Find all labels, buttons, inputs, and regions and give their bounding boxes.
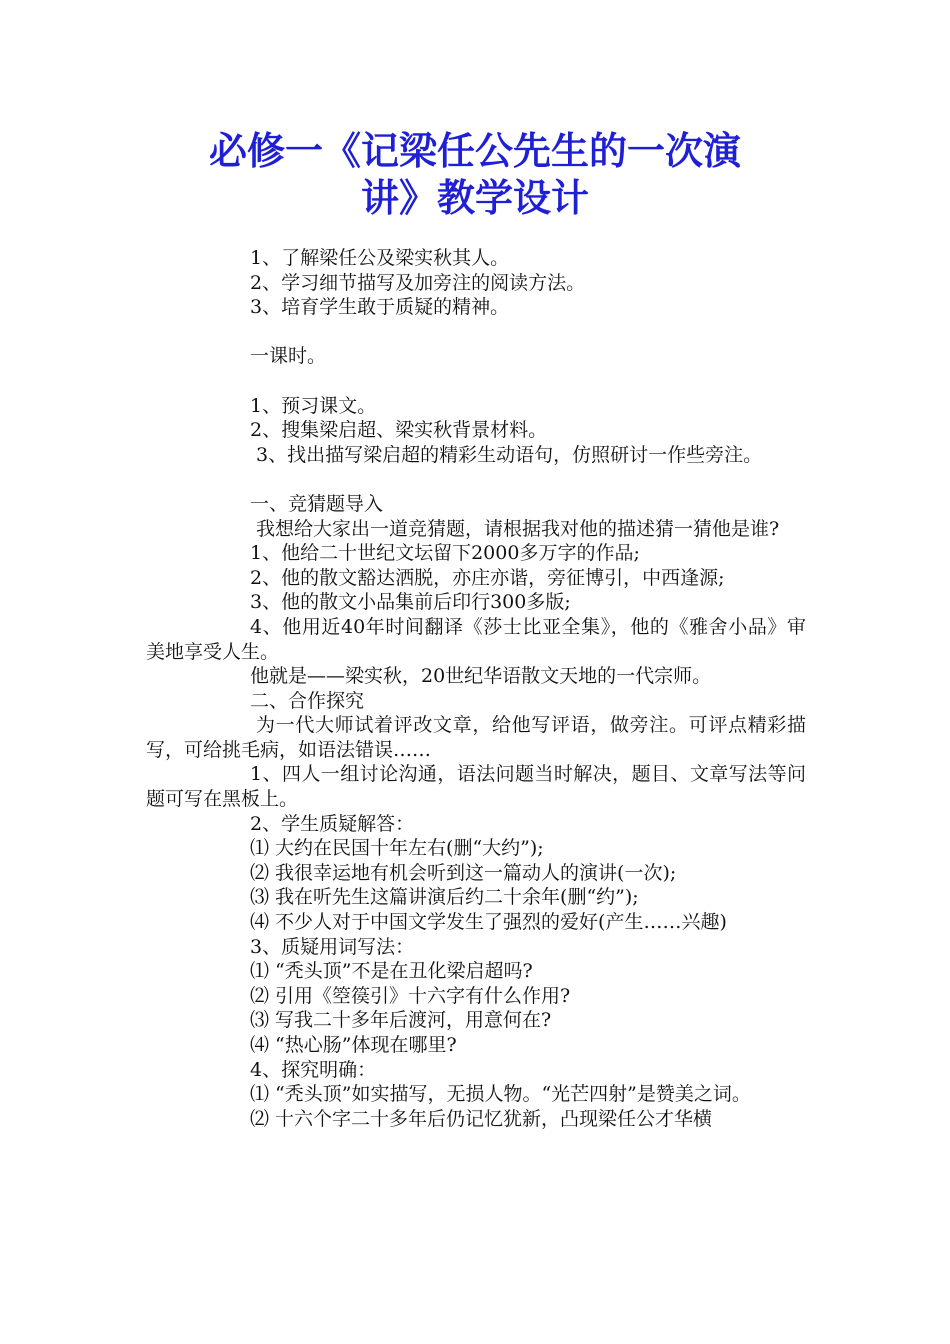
- preparation-item: 1、预习课文。: [250, 394, 377, 417]
- section-heading: 一、竞猜题导入: [250, 492, 384, 515]
- spacer: [146, 467, 806, 492]
- question-item: ⑷ 不少人对于中国文学发生了强烈的爱好(产生……兴趣): [250, 911, 727, 934]
- step-label: 4、探究明确：: [250, 1058, 377, 1081]
- preparation-item: 3、找出描写梁启超的精彩生动语句，仿照研讨一作些旁注。: [256, 443, 763, 466]
- preparation-item: 2、搜集梁启超、梁实秋背景材料。: [250, 419, 548, 442]
- answer-item: ⑴ “秃头顶”如实描写，无损人物。“光芒四射”是赞美之词。: [250, 1083, 751, 1106]
- page-title: [0, 128, 950, 222]
- class-period: 一课时。: [250, 345, 327, 368]
- paragraph: 我想给大家出一道竞猜题，请根据我对他的描述猜一猜他是谁?: [256, 517, 780, 540]
- document-body: [146, 246, 806, 1131]
- paragraph: 他就是——梁实秋，20世纪华语散文天地的一代宗师。: [250, 665, 712, 688]
- step-item: 1、四人一组讨论沟通，语法问题当时解决，题目、文章写法等问题可写在黑板上。: [146, 763, 806, 811]
- section-heading: 二、合作探究: [250, 689, 365, 712]
- question-item: ⑴ 大约在民国十年左右(删“大约”);: [250, 837, 544, 860]
- spacer: [146, 320, 806, 345]
- question-item: ⑵ 引用《箜篌引》十六字有什么作用?: [250, 984, 571, 1007]
- objective-item: 2、学习细节描写及加旁注的阅读方法。: [250, 271, 586, 294]
- paragraph: 为一代大师试着评改文章，给他写评语，做旁注。可评点精彩描写，可给挑毛病，如语法错误……: [146, 714, 806, 761]
- question-item: ⑵ 我很幸运地有机会听到这一篇动人的演讲(一次);: [250, 861, 677, 884]
- question-item: ⑶ 我在听先生这篇讲演后约二十余年(删“约”);: [250, 886, 639, 909]
- question-item: ⑷ “热心肠”体现在哪里?: [250, 1034, 457, 1056]
- step-label: 2、学生质疑解答：: [250, 812, 415, 835]
- answer-item: ⑵ 十六个字二十多年后仍记忆犹新，凸现梁任公才华横: [250, 1107, 713, 1130]
- clue-item: 4、他用近40年时间翻译《莎士比亚全集》，他的《雅舍小品》审美地享受人生。: [146, 615, 806, 663]
- clue-item: 3、他的散文小品集前后印行300多版;: [250, 591, 571, 614]
- clue-item: 2、他的散文豁达洒脱，亦庄亦谐，旁征博引，中西逢源;: [250, 566, 725, 589]
- clue-item: 1、他给二十世纪文坛留下2000多万字的作品;: [250, 542, 640, 565]
- question-item: ⑴ “秃头顶”不是在丑化梁启超吗?: [250, 960, 533, 983]
- title-line-2: 讲》教学设计: [360, 176, 589, 220]
- step-label: 3、质疑用词写法：: [250, 935, 415, 958]
- spacer: [146, 369, 806, 394]
- question-item: ⑶ 写我二十多年后渡河，用意何在?: [250, 1009, 552, 1032]
- title-line-1: 必修一《记梁任公先生的一次演: [208, 129, 741, 173]
- objective-item: 3、培育学生敢于质疑的精神。: [250, 296, 510, 319]
- objective-item: 1、了解梁任公及梁实秋其人。: [250, 247, 510, 269]
